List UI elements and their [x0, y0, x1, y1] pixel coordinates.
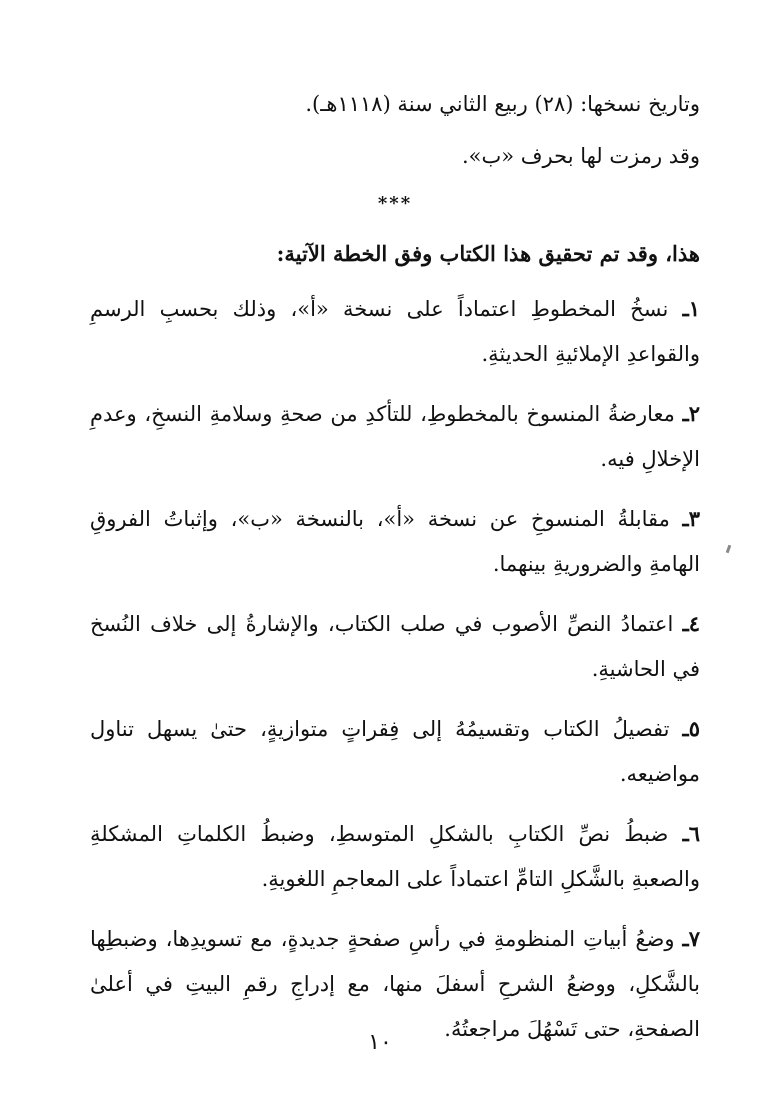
- item-text: نسخُ المخطوطِ اعتماداً على نسخة «أ»، وذلك بحسبِ الرسمِ والقواعدِ الإملائيةِ الحديثةِ.: [90, 297, 700, 366]
- plan-item: [90, 391, 700, 482]
- item-number: ٣ـ: [682, 506, 700, 531]
- item-text: اعتمادُ النصِّ الأصوب في صلب الكتاب، والإشارةُ إلى خلاف النُسخ في الحاشيةِ.: [90, 612, 700, 681]
- plan-list: [90, 286, 700, 1052]
- item-text: ضبطُ نصِّ الكتابِ بالشكلِ المتوسطِ، وضبطُ الكلماتِ المشكلةِ والصعبةِ بالشَّكلِ التامِّ اعتماداً على المعاجمِ اللغويةِ.: [90, 822, 700, 891]
- section-separator: ***: [377, 193, 413, 214]
- symbol-note-line: وقد رمزت لها بحرف «ب».: [461, 144, 700, 168]
- page-number: ١٠: [368, 1030, 392, 1055]
- page-body: [90, 82, 700, 1066]
- item-number: ٤ـ: [682, 611, 700, 636]
- copy-date-line: وتاريخ نسخها: (٢٨) ربيع الثاني سنة (١١١٨هـ).: [305, 92, 700, 116]
- plan-item: [90, 286, 700, 377]
- item-text: وضعُ أبياتِ المنظومةِ في رأسِ صفحةٍ جديدةٍ، مع تسويدِها، وضبطِها بالشَّكلِ، ووضعُ الشرحِ أسفلَ منها، مع إدراجِ رقمِ البيتِ في أعلىٰ الصفحةِ، حتى تَسْهُلَ مراجعتُهُ.: [90, 927, 700, 1041]
- spacer: [90, 126, 700, 134]
- plan-item: [90, 601, 700, 692]
- item-number: ٧ـ: [682, 926, 700, 951]
- plan-item: [90, 811, 700, 902]
- item-text: تفصيلُ الكتاب وتقسيمُهُ إلى فِقراتٍ متوازيةٍ، حتىٰ يسهل تناول مواضيعه.: [90, 717, 700, 786]
- item-number: ٢ـ: [682, 401, 700, 426]
- item-text: مقابلةُ المنسوخِ عن نسخة «أ»، بالنسخة «ب»، وإثباتُ الفروقِ الهامةِ والضروريةِ بينهما.: [90, 507, 700, 576]
- item-number: ٦ـ: [682, 821, 700, 846]
- plan-item: [90, 496, 700, 587]
- item-text: معارضةُ المنسوخ بالمخطوطِ، للتأكدِ من صحةِ وسلامةِ النسخِ، وعدمِ الإخلالِ فيه.: [90, 402, 700, 471]
- item-number: ١ـ: [682, 296, 700, 321]
- item-number: ٥ـ: [682, 716, 700, 741]
- plan-item: [90, 706, 700, 797]
- margin-mark: [726, 545, 732, 554]
- plan-heading: هذا، وقد تم تحقيق هذا الكتاب وفق الخطة الآتية:: [276, 241, 700, 266]
